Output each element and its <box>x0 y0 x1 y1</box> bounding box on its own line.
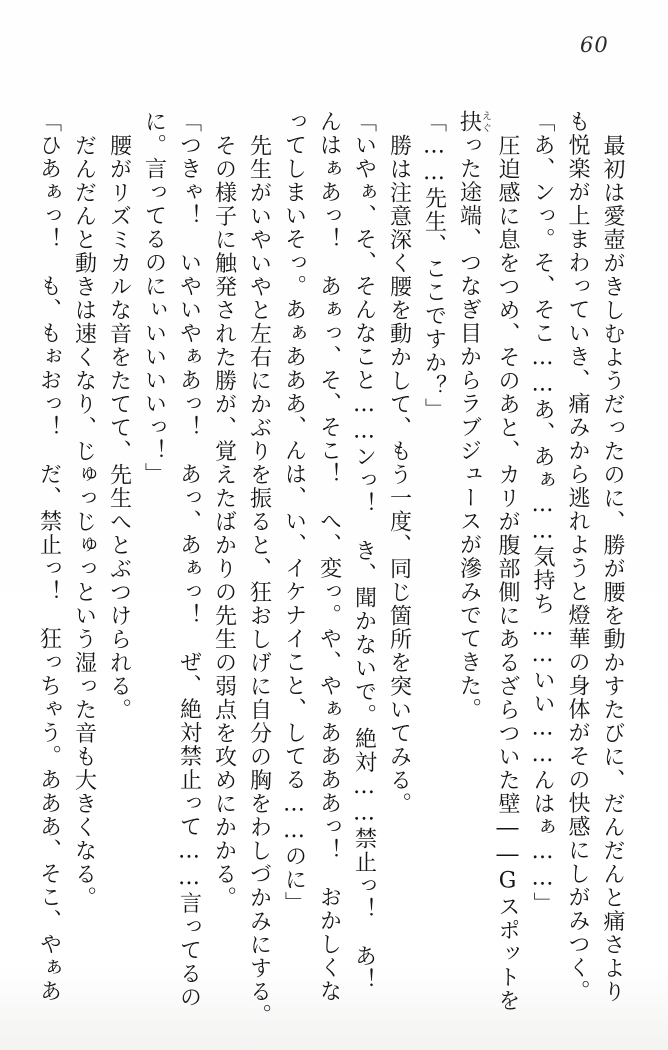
text-line: 「いやぁ、そ、そんなこと……ンっ！ き、聞かないで。絶対……禁止っ！ あ！ <box>351 110 377 992</box>
text-line: だんだんと動きは速くなり、じゅっじゅっという湿った音も大きくなる。 <box>71 134 97 910</box>
text-line: ってしまいそっ。あぁあああ、んは、い、イケナイこと、してる……のに」 <box>281 110 307 915</box>
text-line: 先生がいやいやと左右にかぶりを振ると、狂おしげに自分の胸をわしづかみにする。 <box>246 134 272 1027</box>
text-line: 「あ、ンっ。そ、そこ……あ、あぁ……気持ち……いい……んはぁ……」 <box>530 110 555 916</box>
text-line: 腰がリズミカルな音をたてて、先生へとぶつけられる。 <box>106 134 132 722</box>
text-columns <box>32 110 631 1042</box>
page-number: 60 <box>580 33 609 57</box>
text-line: に。言ってるのにぃいいいいっ！」 <box>141 110 167 486</box>
text-line: 圧迫感に息をつめ、そのあと、カリが腹部側にあるざらついた壁――Gスポットを <box>495 134 520 1013</box>
text-line: 最初は愛壺がきしむようだったのに、勝が腰を動かすたびに、だんだんと痛さより <box>600 134 625 1004</box>
text-line: 抉えぐった途端、つなぎ目からラブジュースが滲みでてきた。 <box>456 110 491 721</box>
text-line: 「ひあぁっ！ も、もぉおっ！ だ、禁止っ！ 狂っちゃう。あああ、そこ、やぁあ <box>36 110 62 1003</box>
text-line: んはぁあっ！ あぁっ、そ、そこ！ へ、変っ。や、やぁああああっ！ おかしくな <box>316 110 342 1003</box>
text-line: 「……先生、ここですか？」 <box>421 110 447 422</box>
text-line: も悦楽が上まわっていき、痛みから逃れようと燈華の身体がその快感にしがみつく。 <box>565 110 590 1003</box>
text-line: 「つきゃ！ いやいやぁあっ！ あっ、あぁっ！ ぜ、絶対禁止って……言ってるの <box>176 110 202 1009</box>
text-line: 勝は注意深く腰を動かして、もう一度、同じ箇所を突いてみる。 <box>386 134 412 816</box>
furigana-ruby: 抉えぐ <box>456 110 491 134</box>
text-line: その様子に触発された勝が、覚えたばかりの先生の弱点を攻めにかかる。 <box>211 134 237 910</box>
